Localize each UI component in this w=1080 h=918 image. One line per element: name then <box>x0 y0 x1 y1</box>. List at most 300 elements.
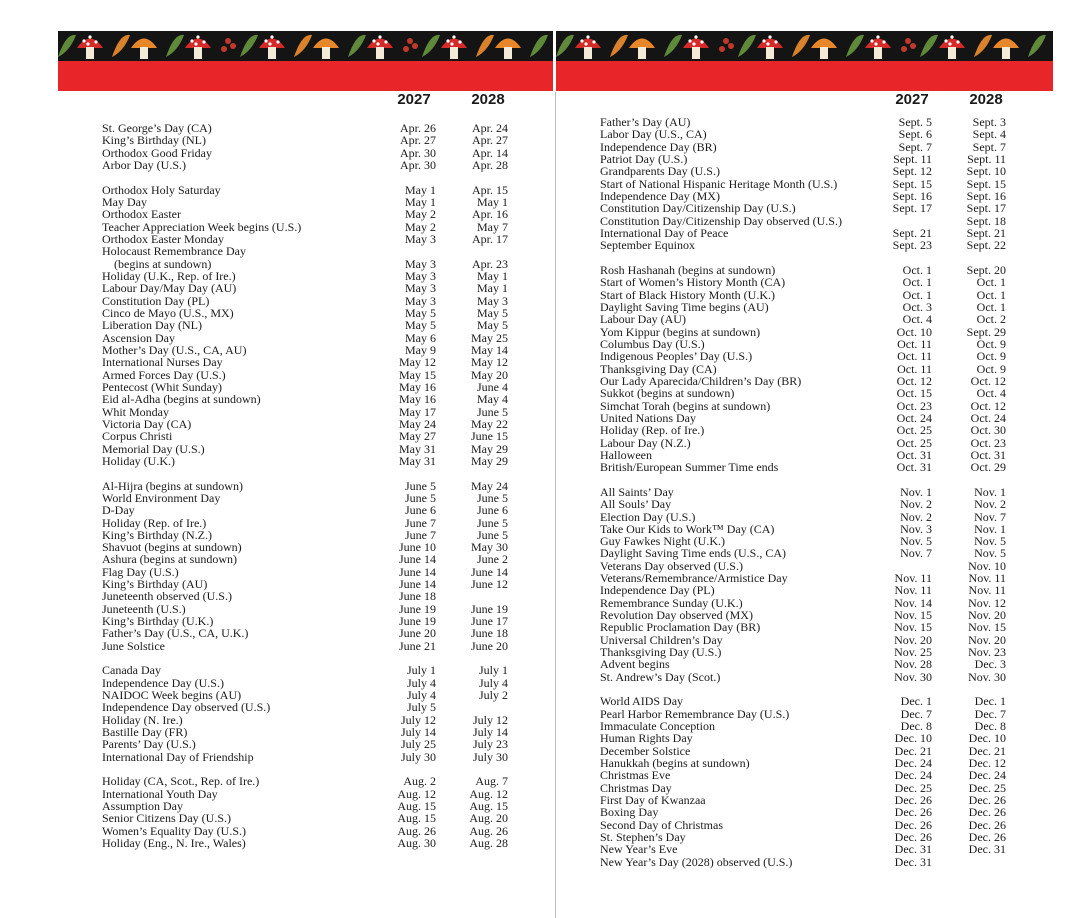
date-2027: May 31 <box>399 441 436 456</box>
holiday-name: Holiday (U.K.) <box>102 453 175 468</box>
holiday-row <box>102 393 522 405</box>
holiday-row <box>102 208 522 220</box>
holiday-name: St. George’s Day (CA) <box>102 121 212 135</box>
red-header-bar <box>58 61 553 91</box>
holiday-name: Armed Forces Day (U.S.) <box>102 367 226 382</box>
holiday-name: Eid al-Adha (begins at sundown) <box>102 392 261 407</box>
holiday-row <box>102 640 522 652</box>
date-2028: Oct. 9 <box>976 336 1006 351</box>
holiday-row <box>600 498 1020 510</box>
mushroom-pattern-strip <box>556 31 1053 61</box>
holiday-row <box>102 184 522 196</box>
date-2028: Dec. 24 <box>968 768 1006 783</box>
right-holiday-list <box>600 116 1020 868</box>
date-2027: Oct. 25 <box>896 423 932 438</box>
date-2028: Dec. 7 <box>974 706 1006 721</box>
date-2027: Oct. 15 <box>896 386 932 401</box>
date-2027: Aug. 30 <box>397 836 436 851</box>
holiday-row <box>102 504 522 516</box>
holiday-row <box>600 239 1020 251</box>
date-2028: May 5 <box>477 305 508 320</box>
date-2027: Dec. 21 <box>894 743 932 758</box>
holiday-row <box>102 480 522 492</box>
date-2028: May 30 <box>471 540 508 555</box>
holiday-name: Start of Women’s History Month (CA) <box>600 275 786 290</box>
holiday-row <box>600 695 1020 707</box>
date-2027: May 3 <box>405 293 436 308</box>
holiday-row <box>102 356 522 368</box>
holiday-name: Second Day of Christmas <box>600 817 723 832</box>
date-2028: May 14 <box>471 342 508 357</box>
date-2028: Sept. 15 <box>966 176 1006 191</box>
holiday-name: May Day <box>102 194 147 209</box>
date-2027: Sept. 11 <box>893 151 932 166</box>
date-2028: July 12 <box>472 712 508 727</box>
date-2027: Sept. 16 <box>892 188 932 203</box>
holiday-name: Women’s Equality Day (U.S.) <box>102 823 247 838</box>
date-2028: June 2 <box>477 552 508 567</box>
date-2028: June 14 <box>471 564 508 579</box>
holiday-name: Ascension Day <box>102 330 175 345</box>
holiday-name: Labour Day (AU) <box>600 312 686 327</box>
date-2028: Oct. 12 <box>970 398 1006 413</box>
holiday-name: Constitution Day/Citizenship Day observed (U.S.) <box>600 213 842 228</box>
holiday-name: St. Andrew’s Day (Scot.) <box>600 669 721 684</box>
date-2027: July 12 <box>400 712 436 727</box>
holiday-row <box>600 313 1020 325</box>
holiday-name: Ashura (begins at sundown) <box>102 552 237 567</box>
date-2027: Oct. 12 <box>896 373 932 388</box>
holiday-name: Orthodox Easter <box>102 207 181 222</box>
date-2027: May 2 <box>405 207 436 222</box>
holiday-row <box>102 492 522 504</box>
date-2027: May 12 <box>399 355 436 370</box>
date-2028: June 5 <box>477 404 508 419</box>
holiday-name: Election Day (U.S.) <box>600 509 696 524</box>
date-2027: Aug. 2 <box>403 774 436 789</box>
date-2028: Oct. 31 <box>970 447 1006 462</box>
holiday-name: Holiday (CA, Scot., Rep. of Ire.) <box>102 774 260 789</box>
holiday-name: New Year’s Eve <box>600 842 678 857</box>
holiday-name: Independence Day (U.S.) <box>102 675 224 690</box>
holiday-row <box>600 843 1020 855</box>
holiday-name: Holiday (Rep. of Ire.) <box>600 423 705 438</box>
date-2027: Oct. 3 <box>902 299 932 314</box>
date-2028: Aug. 12 <box>469 786 508 801</box>
holiday-name: Juneteenth observed (U.S.) <box>102 589 232 604</box>
date-2028: Sept. 29 <box>966 324 1006 339</box>
date-2027: Dec. 26 <box>894 793 932 808</box>
date-2028: Dec. 26 <box>968 830 1006 845</box>
holiday-name: Teacher Appreciation Week begins (U.S.) <box>102 219 302 234</box>
date-2027: Oct. 1 <box>902 275 932 290</box>
holiday-name: Independence Day observed (U.S.) <box>102 700 271 715</box>
date-2027: Dec. 31 <box>894 854 932 869</box>
date-2028: Sept. 16 <box>966 188 1006 203</box>
date-2028: Nov. 15 <box>968 620 1006 635</box>
holiday-row <box>102 590 522 602</box>
holiday-row <box>600 424 1020 436</box>
date-2028: May 5 <box>477 318 508 333</box>
holiday-name: Corpus Christi <box>102 429 173 444</box>
holiday-name: Holiday (U.K., Rep. of Ire.) <box>102 268 236 283</box>
date-2028: Dec. 12 <box>968 756 1006 771</box>
date-2028: June 12 <box>471 577 508 592</box>
holiday-name: Cinco de Mayo (U.S., MX) <box>102 305 234 320</box>
page-divider <box>555 92 556 918</box>
date-2027: Oct. 1 <box>902 287 932 302</box>
date-2027: Dec. 26 <box>894 817 932 832</box>
date-2027: Dec. 24 <box>894 768 932 783</box>
date-2028: Aug. 7 <box>475 774 508 789</box>
holiday-row <box>102 664 522 676</box>
date-2028: May 4 <box>477 392 508 407</box>
holiday-name: First Day of Kwanzaa <box>600 793 706 808</box>
holiday-row <box>600 387 1020 399</box>
date-2028: Nov. 30 <box>968 669 1006 684</box>
holiday-row <box>600 621 1020 633</box>
holiday-name: Simchat Torah (begins at sundown) <box>600 398 771 413</box>
date-2027: Sept. 21 <box>892 225 932 240</box>
date-2028: Dec. 3 <box>974 657 1006 672</box>
date-2028: May 29 <box>471 441 508 456</box>
date-2027: July 30 <box>400 749 436 764</box>
date-2028: May 7 <box>477 219 508 234</box>
date-2028: Nov. 2 <box>974 497 1006 512</box>
date-2027: May 6 <box>405 330 436 345</box>
holiday-name: King’s Birthday (NL) <box>102 133 206 148</box>
date-2027: Oct. 31 <box>896 447 932 462</box>
holiday-name: Immaculate Conception <box>600 719 715 734</box>
holiday-row <box>102 159 522 171</box>
date-2028: Apr. 24 <box>472 121 508 135</box>
holiday-name: Arbor Day (U.S.) <box>102 157 186 172</box>
date-2027: Apr. 26 <box>400 121 436 135</box>
holiday-name: Shavuot (begins at sundown) <box>102 540 242 555</box>
date-2028: May 29 <box>471 453 508 468</box>
date-2028: Oct. 1 <box>976 299 1006 314</box>
date-2028: Sept. 18 <box>966 213 1006 228</box>
date-2028: Dec. 10 <box>968 731 1006 746</box>
date-2028: Dec. 8 <box>974 719 1006 734</box>
date-2027: Nov. 1 <box>900 484 932 499</box>
date-2028: Sept. 17 <box>966 201 1006 216</box>
holiday-name: Guy Fawkes Night (U.K.) <box>600 534 725 549</box>
holiday-name: Holiday (N. Ire.) <box>102 712 183 727</box>
date-2027: Sept. 5 <box>898 115 932 129</box>
date-2028: June 17 <box>471 614 508 629</box>
holiday-name: Columbus Day (U.S.) <box>600 336 705 351</box>
date-2027: July 25 <box>400 737 436 752</box>
date-2028: June 6 <box>477 503 508 518</box>
date-2028: July 4 <box>478 675 508 690</box>
date-2027: Dec. 25 <box>894 780 932 795</box>
mushroom-pattern-icon <box>556 31 1053 61</box>
date-2027: June 10 <box>399 540 436 555</box>
holiday-name: Veterans Day observed (U.S.) <box>600 558 743 573</box>
date-2027: Nov. 11 <box>894 571 932 586</box>
date-2028: Oct. 1 <box>976 287 1006 302</box>
holiday-row <box>600 461 1020 473</box>
date-2027: June 14 <box>399 577 436 592</box>
holiday-name: Mother’s Day (U.S., CA, AU) <box>102 342 247 357</box>
date-2027: May 24 <box>399 416 436 431</box>
date-2028: June 18 <box>471 626 508 641</box>
holiday-name: Independence Day (PL) <box>600 583 715 598</box>
date-2027: Sept. 12 <box>892 164 932 179</box>
date-2027: July 14 <box>400 725 436 740</box>
date-2028: Aug. 28 <box>469 836 508 851</box>
holiday-name: Memorial Day (U.S.) <box>102 441 205 456</box>
date-2027: July 1 <box>406 663 436 678</box>
holiday-name: Start of National Hispanic Heritage Month (U.S.) <box>600 176 838 191</box>
date-2027: May 16 <box>399 392 436 407</box>
year-heading-2027: 2027 <box>397 91 431 108</box>
holiday-row <box>600 547 1020 559</box>
holiday-name: Indigenous Peoples’ Day (U.S.) <box>600 349 753 364</box>
date-2027: May 17 <box>399 404 436 419</box>
date-2027: July 5 <box>406 700 436 715</box>
holiday-row <box>600 584 1020 596</box>
holiday-name: Pearl Harbor Remembrance Day (U.S.) <box>600 706 790 721</box>
date-2028: Sept. 4 <box>972 127 1006 142</box>
date-2028: July 30 <box>472 749 508 764</box>
date-2027: June 14 <box>399 564 436 579</box>
date-2028: May 1 <box>477 194 508 209</box>
date-2027: Aug. 15 <box>397 799 436 814</box>
date-2028: Sept. 11 <box>967 151 1006 166</box>
date-2027: Dec. 1 <box>900 694 932 709</box>
holiday-name: Constitution Day/Citizenship Day (U.S.) <box>600 201 796 216</box>
date-2027: Aug. 26 <box>397 823 436 838</box>
holiday-row <box>600 658 1020 670</box>
holiday-name: Independence Day (MX) <box>600 188 720 203</box>
date-2027: Nov. 3 <box>900 521 932 536</box>
holiday-row <box>600 202 1020 214</box>
date-2028: Oct. 1 <box>976 275 1006 290</box>
date-2027: Oct. 25 <box>896 435 932 450</box>
date-2027: Oct. 1 <box>902 262 932 277</box>
holiday-name: International Youth Day <box>102 786 218 801</box>
header-banner-left <box>58 31 553 91</box>
date-2028: Nov. 11 <box>968 571 1006 586</box>
date-2028: May 1 <box>477 268 508 283</box>
holiday-name: Revolution Day observed (MX) <box>600 608 753 623</box>
date-2027: Dec. 26 <box>894 805 932 820</box>
date-2028: Oct. 23 <box>970 435 1006 450</box>
date-2028: May 22 <box>471 416 508 431</box>
holiday-row <box>102 319 522 331</box>
date-2027: Apr. 27 <box>400 133 436 148</box>
holiday-name: Senior Citizens Day (U.S.) <box>102 811 231 826</box>
holiday-row <box>102 738 522 750</box>
holiday-name: Juneteenth (U.S.) <box>102 601 186 616</box>
date-2028: May 3 <box>477 293 508 308</box>
holiday-name: Canada Day <box>102 663 161 678</box>
date-2027: Sept. 15 <box>892 176 932 191</box>
date-2028: Oct. 12 <box>970 373 1006 388</box>
date-2027: Nov. 5 <box>900 534 932 549</box>
date-2028: May 20 <box>471 367 508 382</box>
date-2027: Sept. 7 <box>898 139 932 154</box>
date-2028: June 5 <box>477 490 508 505</box>
holiday-name: All Saints’ Day <box>600 484 674 499</box>
date-2028: Nov. 7 <box>974 509 1006 524</box>
holiday-name: King’s Birthday (N.Z.) <box>102 527 212 542</box>
date-2027: Nov. 11 <box>894 583 932 598</box>
date-2027: Sept. 6 <box>898 127 932 142</box>
date-2028: Nov. 23 <box>968 645 1006 660</box>
date-2027: June 18 <box>399 589 436 604</box>
date-2028: Apr. 28 <box>472 157 508 172</box>
date-2028: May 25 <box>471 330 508 345</box>
holiday-name: Veterans/Remembrance/Armistice Day <box>600 571 788 586</box>
mushroom-pattern-strip <box>58 31 553 61</box>
holiday-name: Rosh Hashanah (begins at sundown) <box>600 262 776 277</box>
holiday-row <box>600 794 1020 806</box>
date-2028: Nov. 20 <box>968 608 1006 623</box>
date-2028: Apr. 23 <box>472 256 508 271</box>
holiday-name: Orthodox Holy Saturday <box>102 182 221 197</box>
holiday-name: June Solstice <box>102 638 165 653</box>
red-header-bar <box>556 61 1053 91</box>
holiday-name: International Nurses Day <box>102 355 223 370</box>
date-2027: June 5 <box>405 478 436 493</box>
date-2028: Aug. 20 <box>469 811 508 826</box>
date-2028: Sept. 21 <box>966 225 1006 240</box>
date-2027: Nov. 15 <box>894 620 932 635</box>
date-2028: July 2 <box>478 688 508 703</box>
holiday-row <box>600 511 1020 523</box>
holiday-name: British/European Summer Time ends <box>600 460 779 475</box>
holiday-row <box>102 627 522 639</box>
holiday-name: Universal Children’s Day <box>600 632 723 647</box>
holiday-row <box>600 806 1020 818</box>
date-2027: Oct. 11 <box>897 336 932 351</box>
holiday-row <box>102 430 522 442</box>
date-2028: June 5 <box>477 527 508 542</box>
date-2027: Dec. 31 <box>894 842 932 857</box>
holiday-name: Labor Day (U.S., CA) <box>600 127 707 142</box>
date-2027: May 3 <box>405 231 436 246</box>
date-2027: June 19 <box>399 601 436 616</box>
date-2027: Dec. 7 <box>900 706 932 721</box>
date-2028: July 1 <box>478 663 508 678</box>
holiday-row <box>102 837 522 849</box>
holiday-name: Labour Day (N.Z.) <box>600 435 691 450</box>
date-2028: July 14 <box>472 725 508 740</box>
holiday-name: Al-Hijra (begins at sundown) <box>102 478 243 493</box>
date-2027: Nov. 7 <box>900 546 932 561</box>
date-2028: Oct. 4 <box>976 386 1006 401</box>
date-2028: June 15 <box>471 429 508 444</box>
date-2027: May 9 <box>405 342 436 357</box>
holiday-name: Father’s Day (AU) <box>600 115 691 129</box>
date-2027: Nov. 2 <box>900 497 932 512</box>
date-2028: Dec. 31 <box>968 842 1006 857</box>
date-2027: Dec. 26 <box>894 830 932 845</box>
holiday-name: Independence Day (BR) <box>600 139 717 154</box>
date-2027: Oct. 11 <box>897 361 932 376</box>
date-2028: Dec. 26 <box>968 805 1006 820</box>
date-2028: Aug. 15 <box>469 799 508 814</box>
left-holiday-list <box>102 122 522 849</box>
holiday-name: Patriot Day (U.S.) <box>600 151 688 166</box>
date-2028: Oct. 9 <box>976 349 1006 364</box>
date-2028: Nov. 11 <box>968 583 1006 598</box>
date-2028: Sept. 20 <box>966 262 1006 277</box>
date-2028: Nov. 1 <box>974 484 1006 499</box>
holiday-name: St. Stephen’s Day <box>600 830 686 845</box>
date-2027: May 16 <box>399 379 436 394</box>
holiday-row <box>102 245 522 257</box>
date-2028: Sept. 7 <box>972 139 1006 154</box>
date-2027: Dec. 10 <box>894 731 932 746</box>
date-2027: Oct. 31 <box>896 460 932 475</box>
date-2027: Dec. 8 <box>900 719 932 734</box>
date-2027: July 4 <box>406 688 436 703</box>
holiday-row <box>600 671 1020 683</box>
holiday-row <box>102 443 522 455</box>
date-2028: Nov. 5 <box>974 546 1006 561</box>
date-2027: June 7 <box>405 527 436 542</box>
holiday-name: International Day of Peace <box>600 225 729 240</box>
date-2027: Nov. 28 <box>894 657 932 672</box>
holiday-name: Human Rights Day <box>600 731 693 746</box>
date-2027: June 21 <box>399 638 436 653</box>
date-2028: Sept. 22 <box>966 238 1006 253</box>
date-2028: Nov. 5 <box>974 534 1006 549</box>
date-2027: June 19 <box>399 614 436 629</box>
holiday-name: Holiday (Rep. of Ire.) <box>102 515 207 530</box>
date-2028: Oct. 29 <box>970 460 1006 475</box>
holiday-row <box>102 282 522 294</box>
holiday-row <box>600 732 1020 744</box>
holiday-name: Christmas Eve <box>600 768 671 783</box>
date-2027: Oct. 23 <box>896 398 932 413</box>
holiday-row <box>102 701 522 713</box>
holiday-row <box>102 134 522 146</box>
holiday-name: Our Lady Aparecida/Children’s Day (BR) <box>600 373 802 388</box>
holiday-name: Yom Kippur (begins at sundown) <box>600 324 761 339</box>
date-2028: Nov. 12 <box>968 595 1006 610</box>
holiday-row <box>102 751 522 763</box>
date-2027: May 2 <box>405 219 436 234</box>
holiday-row <box>600 350 1020 362</box>
holiday-row <box>102 553 522 565</box>
holiday-name: Parents’ Day (U.S.) <box>102 737 196 752</box>
holiday-name: Pentecost (Whit Sunday) <box>102 379 222 394</box>
date-2027: June 7 <box>405 515 436 530</box>
date-2027: May 3 <box>405 268 436 283</box>
date-2028: June 4 <box>477 379 508 394</box>
date-2028: Dec. 26 <box>968 793 1006 808</box>
date-2028: Apr. 16 <box>472 207 508 222</box>
date-2027: May 5 <box>405 318 436 333</box>
holiday-name: Orthodox Good Friday <box>102 145 212 160</box>
date-2028: May 24 <box>471 478 508 493</box>
holiday-name: Grandparents Day (U.S.) <box>600 164 720 179</box>
holiday-name: King’s Birthday (U.K.) <box>102 614 214 629</box>
date-2027: Oct. 24 <box>896 410 932 425</box>
date-2027: Aug. 12 <box>397 786 436 801</box>
header-banner-right <box>556 31 1053 91</box>
date-2027: May 3 <box>405 256 436 271</box>
date-2028: June 5 <box>477 515 508 530</box>
holiday-name: Take Our Kids to Work™ Day (CA) <box>600 521 775 536</box>
year-heading-2028: 2028 <box>471 91 505 108</box>
holiday-name: Sukkot (begins at sundown) <box>600 386 735 401</box>
